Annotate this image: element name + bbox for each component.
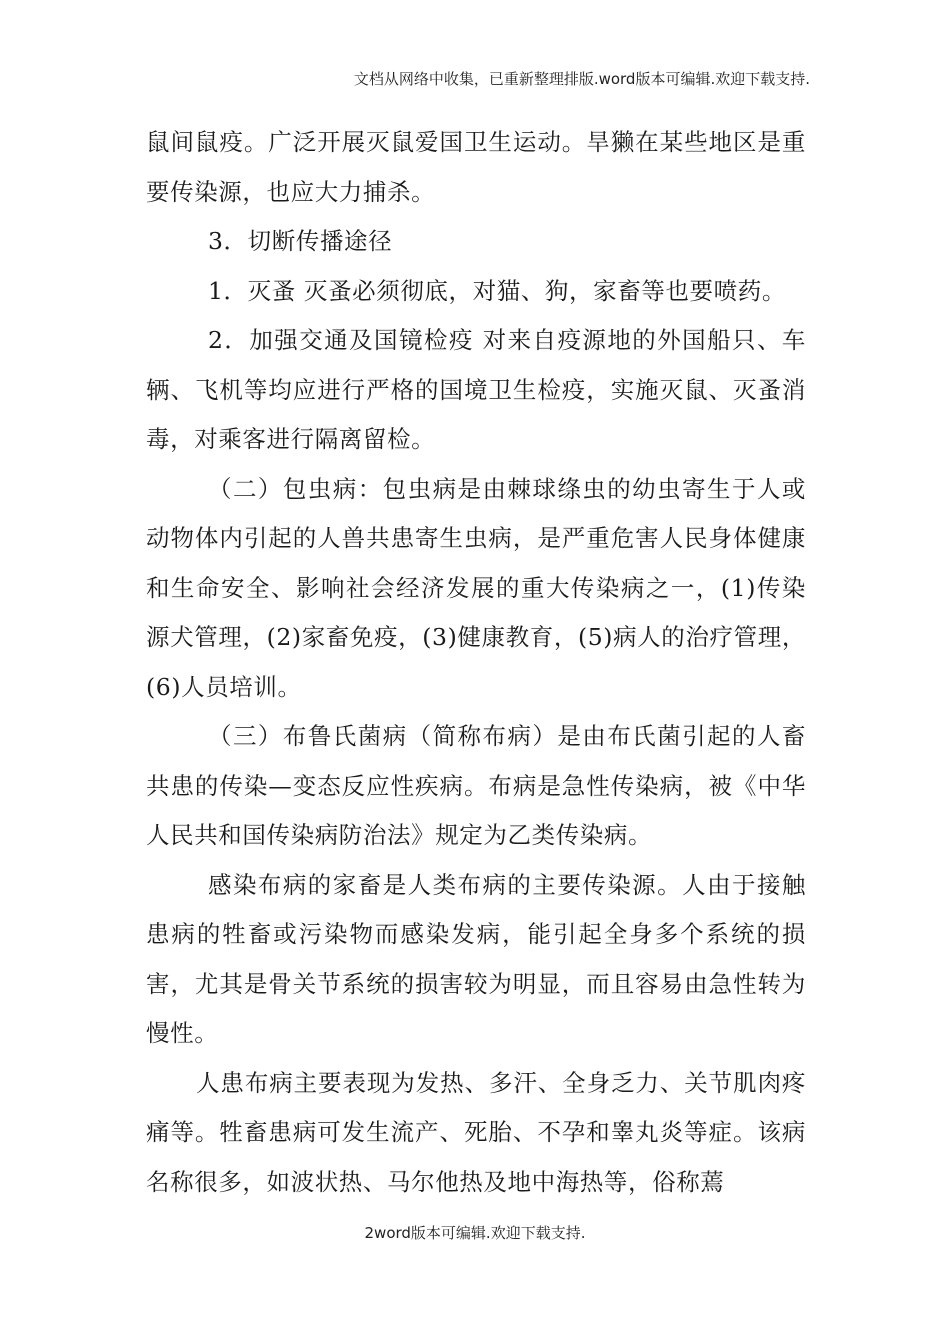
page-footer: 2word版本可编辑.欢迎下载支持. <box>364 1224 586 1242</box>
paragraph-brucellosis-symptoms: 人患布病主要表现为发热、多汗、全身乏力、关节肌肉疼痛等。牲畜患病可发生流产、死胎、不孕和睾丸炎等症。该病名称很多，如波状热、马尔他热及地中海热等，俗称蔫 <box>146 1068 806 1196</box>
page-header: 文档从网络中收集，已重新整理排版.word版本可编辑.欢迎下载支持. <box>353 70 810 88</box>
paragraph-flea-control: 1．灭蚤 灭蚤必须彻底，对猫、狗，家畜等也要喷药。 <box>208 276 786 305</box>
paragraph-plague-rodent-control: 鼠间鼠疫。广泛开展灭鼠爱国卫生运动。旱獭在某些地区是重要传染源，也应大力捕杀。 <box>146 128 806 206</box>
paragraph-border-quarantine: 2．加强交通及国镜检疫 对来自疫源地的外国船只、车辆、飞机等均应进行严格的国境卫生检疫，实施灭鼠、灭蚤消毒，对乘客进行隔离留检。 <box>146 326 806 453</box>
paragraph-brucellosis: （三）布鲁氏菌病（简称布病）是由布氏菌引起的人畜共患的传染—变态反应性疾病。布病是急性传染病，被《中华人民共和国传染病防治法》规定为乙类传染病。 <box>146 722 806 849</box>
body-text <box>146 118 806 1207</box>
paragraph-echinococcosis: （二）包虫病：包虫病是由棘球绦虫的幼虫寄生于人或动物体内引起的人兽共患寄生虫病，是严重危害人民身体健康和生命安全、影响社会经济发展的重大传染病之一，(1)传染源犬管理，(2)家畜免疫，(3)健康教育，(5)病人的治疗管理， (6)人员培训。 <box>146 474 806 701</box>
paragraph-brucellosis-source: 感染布病的家畜是人类布病的主要传染源。人由于接触患病的牲畜或污染物而感染发病，能引起全身多个系统的损害，尤其是骨关节系统的损害较为明显，而且容易由急性转为慢性。 <box>146 870 806 1047</box>
paragraph-heading-cut-transmission: 3．切断传播途径 <box>208 227 393 255</box>
